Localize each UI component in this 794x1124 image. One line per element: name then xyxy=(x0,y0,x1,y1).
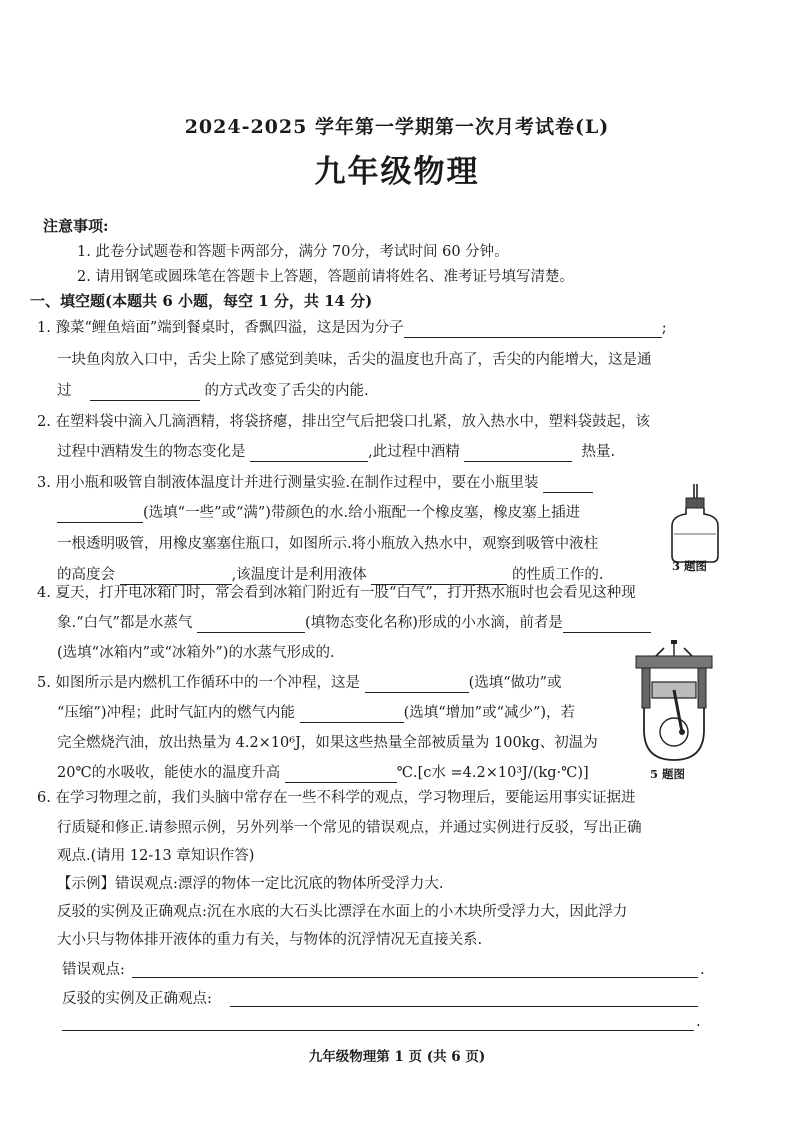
q5-line-4: 20℃的水吸收，能使水的温度升高 ℃.[c水 =4.2×10³J/(kg·℃)] xyxy=(57,765,589,781)
q6-rebut-end: . xyxy=(696,1014,701,1030)
q5-blank-1[interactable] xyxy=(365,676,469,693)
subject-title: 九年级物理 xyxy=(314,154,480,190)
q6-wrong-answer-line[interactable] xyxy=(132,977,698,978)
q6-example-2: 反驳的实例及正确观点:沉在水底的大石头比漂浮在水面上的小木块所受浮力大，因此浮力 xyxy=(57,904,628,920)
q6-line-2: 行质疑和修正.请参照示例，另外列举一个常见的错误观点，并通过实例进行反驳，写出正确 xyxy=(57,820,642,836)
note-item-2: 2. 请用钢笔或圆珠笔在答题卡上答题，答题前请将姓名、准考证号填写清楚。 xyxy=(77,269,574,285)
q1-blank-2[interactable] xyxy=(90,384,200,401)
q5-blank-3[interactable] xyxy=(285,766,397,783)
section-1-heading: 一、填空题(本题共 6 小题，每空 1 分，共 14 分) xyxy=(30,292,373,310)
q5-blank-2[interactable] xyxy=(300,706,404,723)
engine-cylinder-figure xyxy=(634,640,714,766)
q6-line-1: 6. 在学习物理之前，我们头脑中常存在一些不科学的观点，学习物理后，要能运用事实证据进 xyxy=(37,790,636,806)
q2-line-2: 过程中酒精发生的物态变化是 ,此过程中酒精 热量. xyxy=(57,444,616,460)
q6-example-3: 大小只与物体排开液体的重力有关，与物体的沉浮情况无直接关系. xyxy=(57,932,483,948)
page-footer: 九年级物理第 1 页 (共 6 页) xyxy=(308,1049,486,1065)
q1-line-3: 过 的方式改变了舌尖的内能. xyxy=(57,383,369,399)
q1-line-2: 一块鱼肉放入口中，舌尖上除了感觉到美味，舌尖的温度也升高了，舌尖的内能增大，这是通 xyxy=(57,352,652,368)
q1-blank-1[interactable] xyxy=(404,321,662,338)
q4-line-1: 4. 夏天，打开电冰箱门时，常会看到冰箱门附近有一股“白气”，打开热水瓶时也会看见这种现 xyxy=(37,585,636,601)
q2-blank-1[interactable] xyxy=(250,445,368,462)
q4-line-2: 象.“白气”都是水蒸气 (填物态变化名称)形成的小水滴，前者是 xyxy=(57,613,651,633)
q4-blank-2[interactable] xyxy=(563,616,651,633)
q1-line-1: 1. 豫菜“鲤鱼焙面”端到餐桌时，香飘四溢，这是因为分子 ; xyxy=(37,320,667,336)
q3-line-3: 一根透明吸管，用橡皮塞塞住瓶口，如图所示.将小瓶放入热水中，观察到吸管中液柱 xyxy=(57,536,599,552)
q3-line-4: 的高度会 ,该温度计是利用液体 的性质工作的. xyxy=(57,567,604,583)
q2-blank-2[interactable] xyxy=(464,445,572,462)
q6-example-1: 【示例】错误观点:漂浮的物体一定比沉底的物体所受浮力大. xyxy=(57,876,444,892)
q3-blank-1b[interactable] xyxy=(57,506,143,523)
q3-line-2: (选填“一些”或“满”)带颜色的水.给小瓶配一个橡皮塞，橡皮塞上插进 xyxy=(57,503,580,523)
q5-line-1: 5. 如图所示是内燃机工作循环中的一个冲程，这是 (选填“做功”或 xyxy=(37,675,562,691)
q5-line-3: 完全燃烧汽油，放出热量为 4.2×10⁶J，如果这些热量全部被质量为 100kg、初温为 xyxy=(57,735,598,751)
q6-rebut-answer-line-1[interactable] xyxy=(230,1006,698,1007)
q3-figure-label: 3 题图 xyxy=(672,559,708,573)
notes-heading: 注意事项: xyxy=(43,217,109,235)
q5-line-2: “压缩”)冲程；此时气缸内的燃气内能 (选填“增加”或“减少”)，若 xyxy=(57,705,576,721)
q4-blank-1[interactable] xyxy=(197,616,305,633)
q6-wrong-label: 错误观点: xyxy=(62,962,125,978)
bottle-thermometer-figure xyxy=(664,484,724,564)
q3-line-1: 3. 用小瓶和吸管自制液体温度计并进行测量实验.在制作过程中，要在小瓶里装 xyxy=(37,473,593,493)
q6-wrong-end: . xyxy=(700,962,705,978)
q2-line-1: 2. 在塑料袋中滴入几滴酒精，将袋挤瘪，排出空气后把袋口扎紧，放入热水中，塑料袋鼓起，该 xyxy=(37,414,650,430)
exam-title: 2024-2025 学年第一学期第一次月考试卷(L) xyxy=(184,116,610,138)
q6-rebut-label: 反驳的实例及正确观点: xyxy=(62,991,212,1007)
note-item-1: 1. 此卷分试题卷和答题卡两部分，满分 70分，考试时间 60 分钟。 xyxy=(77,244,509,260)
q5-figure-label: 5 题图 xyxy=(650,767,686,781)
q4-line-3: (选填“冰箱内”或“冰箱外”)的水蒸气形成的. xyxy=(57,645,335,661)
q3-blank-1[interactable] xyxy=(543,476,593,493)
q6-rebut-answer-line-2[interactable] xyxy=(62,1030,694,1031)
q6-line-3: 观点.(请用 12-13 章知识作答) xyxy=(57,848,255,864)
